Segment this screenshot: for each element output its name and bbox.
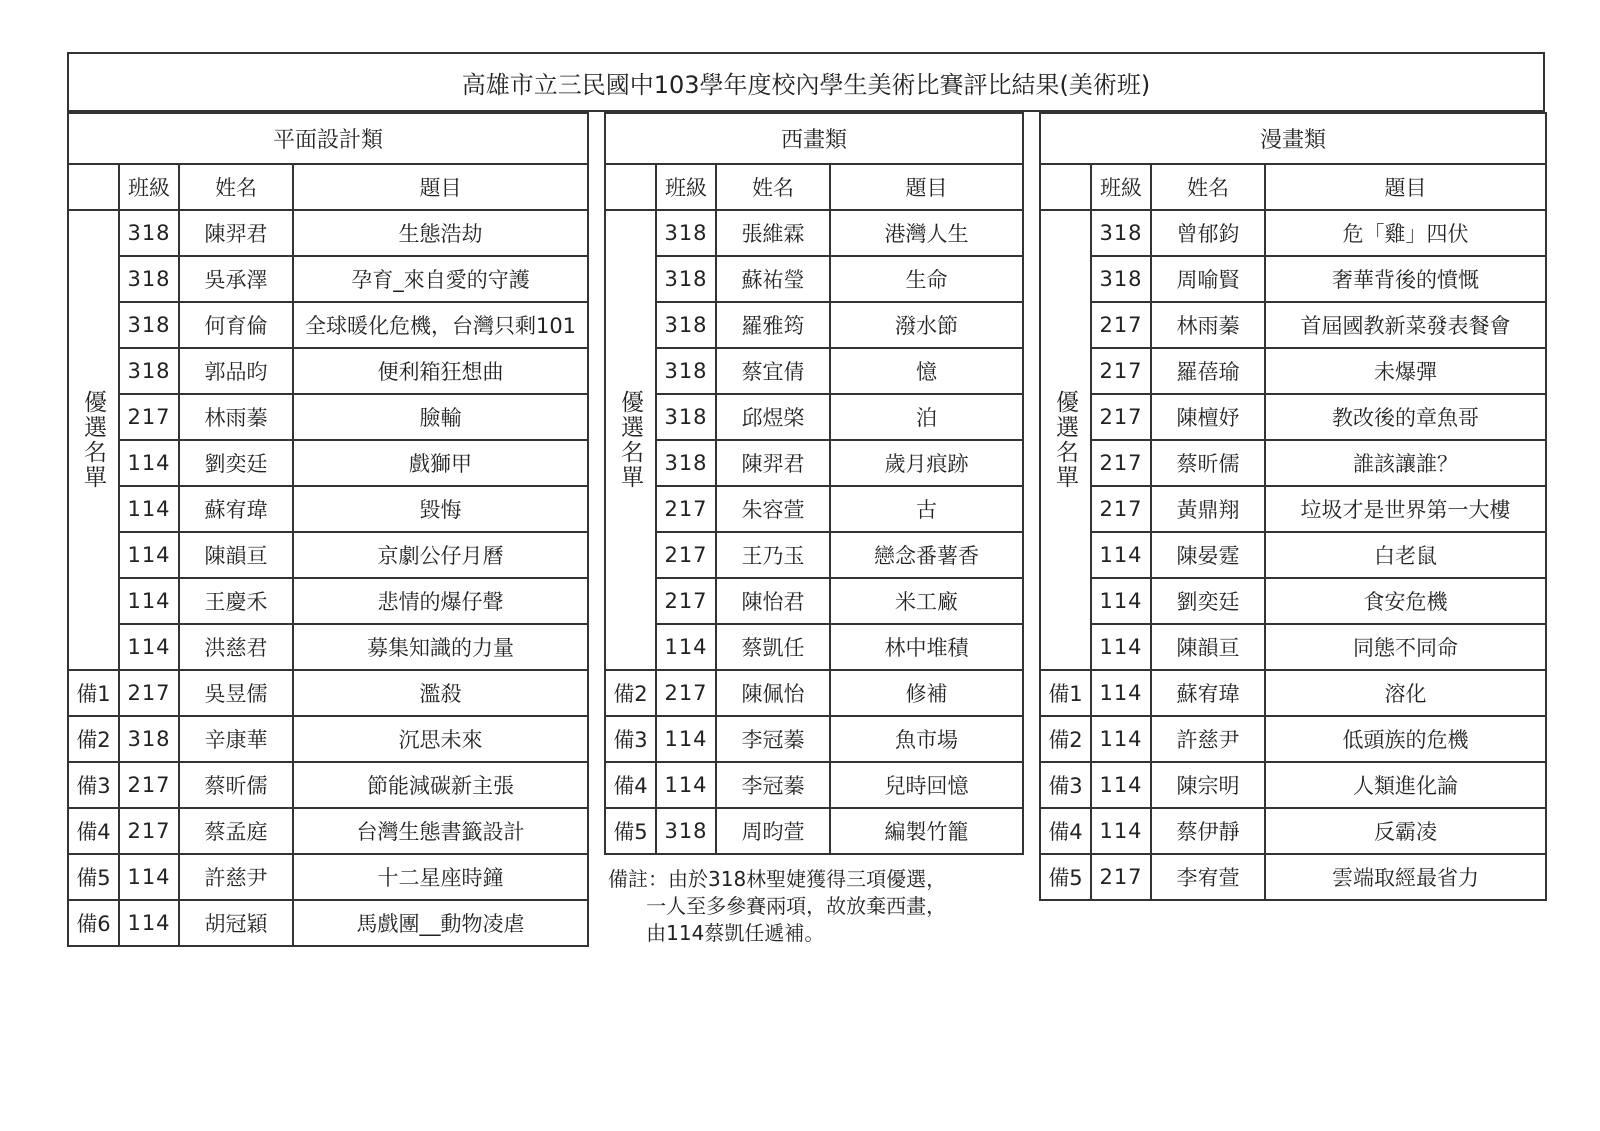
alternate-row xyxy=(68,716,588,762)
class-cell: 217 xyxy=(119,670,179,716)
topic-cell: 戀念番薯香 xyxy=(830,532,1023,578)
selected-list-label: 優選名單 xyxy=(605,210,656,670)
category-row xyxy=(68,113,588,164)
class-cell: 217 xyxy=(656,486,716,532)
topic-cell: 危「雞」四伏 xyxy=(1265,210,1546,256)
topic-cell: 奢華背後的憤慨 xyxy=(1265,256,1546,302)
class-cell: 217 xyxy=(656,670,716,716)
class-cell: 318 xyxy=(119,210,179,256)
student-name-cell: 陳韻亘 xyxy=(1151,624,1265,670)
header-topic: 題目 xyxy=(1265,164,1546,210)
alternate-rank-cell: 備3 xyxy=(68,762,119,808)
winner-row xyxy=(68,532,588,578)
alternate-row xyxy=(1040,762,1546,808)
class-cell: 318 xyxy=(1091,256,1151,302)
selected-list-label: 優選名單 xyxy=(1040,210,1091,670)
header-row xyxy=(68,164,588,210)
class-cell: 217 xyxy=(119,394,179,440)
class-cell: 217 xyxy=(656,578,716,624)
class-cell: 217 xyxy=(656,532,716,578)
topic-cell: 濫殺 xyxy=(293,670,588,716)
topic-cell: 募集知識的力量 xyxy=(293,624,588,670)
winner-row xyxy=(1040,532,1546,578)
student-name-cell: 蔡孟庭 xyxy=(179,808,293,854)
class-cell: 114 xyxy=(1091,670,1151,716)
class-cell: 217 xyxy=(1091,486,1151,532)
class-cell: 114 xyxy=(1091,808,1151,854)
class-cell: 217 xyxy=(1091,854,1151,900)
topic-cell: 戲獅甲 xyxy=(293,440,588,486)
topic-cell: 潑水節 xyxy=(830,302,1023,348)
winner-row xyxy=(605,578,1023,624)
winner-row xyxy=(605,256,1023,302)
class-cell: 217 xyxy=(1091,302,1151,348)
alternate-row xyxy=(605,762,1023,808)
category-title: 西畫類 xyxy=(605,113,1023,164)
topic-cell: 京劇公仔月曆 xyxy=(293,532,588,578)
category-title: 漫畫類 xyxy=(1040,113,1546,164)
class-cell: 318 xyxy=(656,210,716,256)
winner-row xyxy=(605,440,1023,486)
winner-row xyxy=(605,210,1023,256)
student-name-cell: 陳晏霆 xyxy=(1151,532,1265,578)
topic-cell: 泊 xyxy=(830,394,1023,440)
header-class: 班級 xyxy=(119,164,179,210)
header-topic: 題目 xyxy=(293,164,588,210)
alternate-row xyxy=(1040,716,1546,762)
student-name-cell: 許慈尹 xyxy=(179,854,293,900)
student-name-cell: 陳佩怡 xyxy=(716,670,830,716)
page-title: 高雄市立三民國中103學年度校內學生美術比賽評比結果(美術班) xyxy=(67,52,1545,112)
winner-row xyxy=(605,302,1023,348)
class-cell: 217 xyxy=(1091,348,1151,394)
class-cell: 114 xyxy=(1091,578,1151,624)
winner-row xyxy=(68,256,588,302)
class-cell: 114 xyxy=(119,440,179,486)
winner-row xyxy=(605,624,1023,670)
class-cell: 114 xyxy=(119,532,179,578)
student-name-cell: 朱容萱 xyxy=(716,486,830,532)
header-row xyxy=(605,164,1023,210)
panel-comics xyxy=(1039,112,1547,901)
alternate-rank-cell: 備5 xyxy=(1040,854,1091,900)
student-name-cell: 李冠蓁 xyxy=(716,762,830,808)
winner-row xyxy=(68,440,588,486)
alternate-rank-cell: 備1 xyxy=(1040,670,1091,716)
winner-row xyxy=(68,348,588,394)
alternate-row xyxy=(605,716,1023,762)
header-blank xyxy=(68,164,119,210)
student-name-cell: 邱煜棨 xyxy=(716,394,830,440)
student-name-cell: 王乃玉 xyxy=(716,532,830,578)
winner-row xyxy=(1040,486,1546,532)
winner-row xyxy=(605,486,1023,532)
header-blank xyxy=(605,164,656,210)
header-topic: 題目 xyxy=(830,164,1023,210)
topic-cell: 林中堆積 xyxy=(830,624,1023,670)
topic-cell: 兒時回憶 xyxy=(830,762,1023,808)
topic-cell: 米工廠 xyxy=(830,578,1023,624)
panel-western-painting xyxy=(604,112,1024,855)
student-name-cell: 王慶禾 xyxy=(179,578,293,624)
class-cell: 114 xyxy=(119,624,179,670)
topic-cell: 古 xyxy=(830,486,1023,532)
class-cell: 114 xyxy=(119,578,179,624)
alternate-rank-cell: 備4 xyxy=(68,808,119,854)
topic-cell: 修補 xyxy=(830,670,1023,716)
class-cell: 318 xyxy=(656,394,716,440)
topic-cell: 同態不同命 xyxy=(1265,624,1546,670)
winner-row xyxy=(1040,348,1546,394)
topic-cell: 人類進化論 xyxy=(1265,762,1546,808)
alternate-rank-cell: 備2 xyxy=(605,670,656,716)
student-name-cell: 蘇祐瑩 xyxy=(716,256,830,302)
student-name-cell: 洪慈君 xyxy=(179,624,293,670)
topic-cell: 孕育_來自愛的守護 xyxy=(293,256,588,302)
alternate-row xyxy=(605,808,1023,854)
topic-cell: 首屆國教新菜發表餐會 xyxy=(1265,302,1546,348)
panel-graphic-design xyxy=(67,112,589,947)
student-name-cell: 蔡昕儒 xyxy=(1151,440,1265,486)
class-cell: 217 xyxy=(1091,440,1151,486)
topic-cell: 便利箱狂想曲 xyxy=(293,348,588,394)
alternate-row xyxy=(68,670,588,716)
winner-row xyxy=(68,210,588,256)
topic-cell: 臉輸 xyxy=(293,394,588,440)
class-cell: 114 xyxy=(656,624,716,670)
class-cell: 217 xyxy=(119,808,179,854)
student-name-cell: 辛康華 xyxy=(179,716,293,762)
class-cell: 114 xyxy=(1091,532,1151,578)
topic-cell: 垃圾才是世界第一大樓 xyxy=(1265,486,1546,532)
class-cell: 318 xyxy=(656,440,716,486)
topic-cell: 生態浩劫 xyxy=(293,210,588,256)
student-name-cell: 黃鼎翔 xyxy=(1151,486,1265,532)
topic-cell: 全球暖化危機，台灣只剩101 xyxy=(293,302,588,348)
winner-row xyxy=(68,302,588,348)
student-name-cell: 陳韻亘 xyxy=(179,532,293,578)
alternate-rank-cell: 備5 xyxy=(68,854,119,900)
student-name-cell: 李宥萱 xyxy=(1151,854,1265,900)
winner-row xyxy=(605,532,1023,578)
alternate-row xyxy=(1040,808,1546,854)
topic-cell: 反霸凌 xyxy=(1265,808,1546,854)
class-cell: 114 xyxy=(656,762,716,808)
class-cell: 114 xyxy=(119,486,179,532)
class-cell: 114 xyxy=(119,854,179,900)
alternate-rank-cell: 備4 xyxy=(1040,808,1091,854)
student-name-cell: 吳承澤 xyxy=(179,256,293,302)
class-cell: 217 xyxy=(119,762,179,808)
topic-cell: 低頭族的危機 xyxy=(1265,716,1546,762)
alternate-rank-cell: 備2 xyxy=(68,716,119,762)
winner-row xyxy=(68,486,588,532)
header-row xyxy=(1040,164,1546,210)
class-cell: 114 xyxy=(1091,716,1151,762)
class-cell: 318 xyxy=(1091,210,1151,256)
topic-cell: 十二星座時鐘 xyxy=(293,854,588,900)
category-row xyxy=(605,113,1023,164)
student-name-cell: 陳羿君 xyxy=(179,210,293,256)
winner-row xyxy=(68,394,588,440)
header-name: 姓名 xyxy=(179,164,293,210)
student-name-cell: 周昀萱 xyxy=(716,808,830,854)
winner-row xyxy=(1040,302,1546,348)
header-name: 姓名 xyxy=(1151,164,1265,210)
class-cell: 318 xyxy=(119,302,179,348)
student-name-cell: 劉奕廷 xyxy=(179,440,293,486)
topic-cell: 生命 xyxy=(830,256,1023,302)
topic-cell: 悲情的爆仔聲 xyxy=(293,578,588,624)
class-cell: 318 xyxy=(656,348,716,394)
winner-row xyxy=(1040,394,1546,440)
student-name-cell: 許慈尹 xyxy=(1151,716,1265,762)
student-name-cell: 周喻賢 xyxy=(1151,256,1265,302)
header-class: 班級 xyxy=(1091,164,1151,210)
student-name-cell: 羅蓓瑜 xyxy=(1151,348,1265,394)
alternate-row xyxy=(68,900,588,946)
winner-row xyxy=(68,624,588,670)
student-name-cell: 何育倫 xyxy=(179,302,293,348)
topic-cell: 溶化 xyxy=(1265,670,1546,716)
student-name-cell: 蘇宥瑋 xyxy=(179,486,293,532)
student-name-cell: 羅雅筠 xyxy=(716,302,830,348)
class-cell: 318 xyxy=(119,716,179,762)
class-cell: 114 xyxy=(119,900,179,946)
alternate-row xyxy=(605,670,1023,716)
class-cell: 318 xyxy=(656,808,716,854)
winner-row xyxy=(1040,578,1546,624)
student-name-cell: 劉奕廷 xyxy=(1151,578,1265,624)
alternate-row xyxy=(68,762,588,808)
topic-cell: 食安危機 xyxy=(1265,578,1546,624)
student-name-cell: 胡冠穎 xyxy=(179,900,293,946)
alternate-rank-cell: 備5 xyxy=(605,808,656,854)
header-class: 班級 xyxy=(656,164,716,210)
class-cell: 318 xyxy=(656,302,716,348)
student-name-cell: 吳昱儒 xyxy=(179,670,293,716)
alternate-rank-cell: 備3 xyxy=(1040,762,1091,808)
student-name-cell: 陳宗明 xyxy=(1151,762,1265,808)
topic-cell: 馬戲團__動物凌虐 xyxy=(293,900,588,946)
winner-row xyxy=(605,394,1023,440)
winner-row xyxy=(1040,624,1546,670)
alternate-rank-cell: 備1 xyxy=(68,670,119,716)
student-name-cell: 張維霖 xyxy=(716,210,830,256)
class-cell: 114 xyxy=(656,716,716,762)
student-name-cell: 曾郁鈞 xyxy=(1151,210,1265,256)
alternate-rank-cell: 備3 xyxy=(605,716,656,762)
topic-cell: 教改後的章魚哥 xyxy=(1265,394,1546,440)
class-cell: 114 xyxy=(1091,762,1151,808)
header-name: 姓名 xyxy=(716,164,830,210)
topic-cell: 誰該讓誰？ xyxy=(1265,440,1546,486)
topic-cell: 台灣生態書籤設計 xyxy=(293,808,588,854)
topic-cell: 憶 xyxy=(830,348,1023,394)
student-name-cell: 蔡凱任 xyxy=(716,624,830,670)
class-cell: 318 xyxy=(119,256,179,302)
alternate-row xyxy=(68,854,588,900)
topic-cell: 未爆彈 xyxy=(1265,348,1546,394)
student-name-cell: 李冠蓁 xyxy=(716,716,830,762)
alternate-row xyxy=(68,808,588,854)
winner-row xyxy=(1040,440,1546,486)
alternate-rank-cell: 備4 xyxy=(605,762,656,808)
remark-note: 備註：由於318林聖婕獲得三項優選， 一人至多參賽兩項，故放棄西畫， 由114蔡凱任遞補。 xyxy=(608,867,947,945)
winner-row xyxy=(605,348,1023,394)
student-name-cell: 陳羿君 xyxy=(716,440,830,486)
topic-cell: 節能減碳新主張 xyxy=(293,762,588,808)
topic-cell: 白老鼠 xyxy=(1265,532,1546,578)
topic-cell: 沉思未來 xyxy=(293,716,588,762)
class-cell: 114 xyxy=(1091,624,1151,670)
class-cell: 318 xyxy=(656,256,716,302)
student-name-cell: 陳怡君 xyxy=(716,578,830,624)
student-name-cell: 蔡伊靜 xyxy=(1151,808,1265,854)
student-name-cell: 陳檀妤 xyxy=(1151,394,1265,440)
topic-cell: 雲端取經最省力 xyxy=(1265,854,1546,900)
winner-row xyxy=(1040,256,1546,302)
topic-cell: 毀悔 xyxy=(293,486,588,532)
student-name-cell: 蔡昕儒 xyxy=(179,762,293,808)
selected-list-label: 優選名單 xyxy=(68,210,119,670)
winner-row xyxy=(68,578,588,624)
topic-cell: 歲月痕跡 xyxy=(830,440,1023,486)
student-name-cell: 林雨蓁 xyxy=(179,394,293,440)
student-name-cell: 蘇宥瑋 xyxy=(1151,670,1265,716)
category-title: 平面設計類 xyxy=(68,113,588,164)
winner-row xyxy=(1040,210,1546,256)
category-row xyxy=(1040,113,1546,164)
alternate-row xyxy=(1040,670,1546,716)
topic-cell: 編製竹籠 xyxy=(830,808,1023,854)
student-name-cell: 蔡宜倩 xyxy=(716,348,830,394)
alternate-row xyxy=(1040,854,1546,900)
alternate-rank-cell: 備2 xyxy=(1040,716,1091,762)
class-cell: 318 xyxy=(119,348,179,394)
topic-cell: 魚市場 xyxy=(830,716,1023,762)
header-blank xyxy=(1040,164,1091,210)
student-name-cell: 林雨蓁 xyxy=(1151,302,1265,348)
topic-cell: 港灣人生 xyxy=(830,210,1023,256)
class-cell: 217 xyxy=(1091,394,1151,440)
alternate-rank-cell: 備6 xyxy=(68,900,119,946)
student-name-cell: 郭品昀 xyxy=(179,348,293,394)
